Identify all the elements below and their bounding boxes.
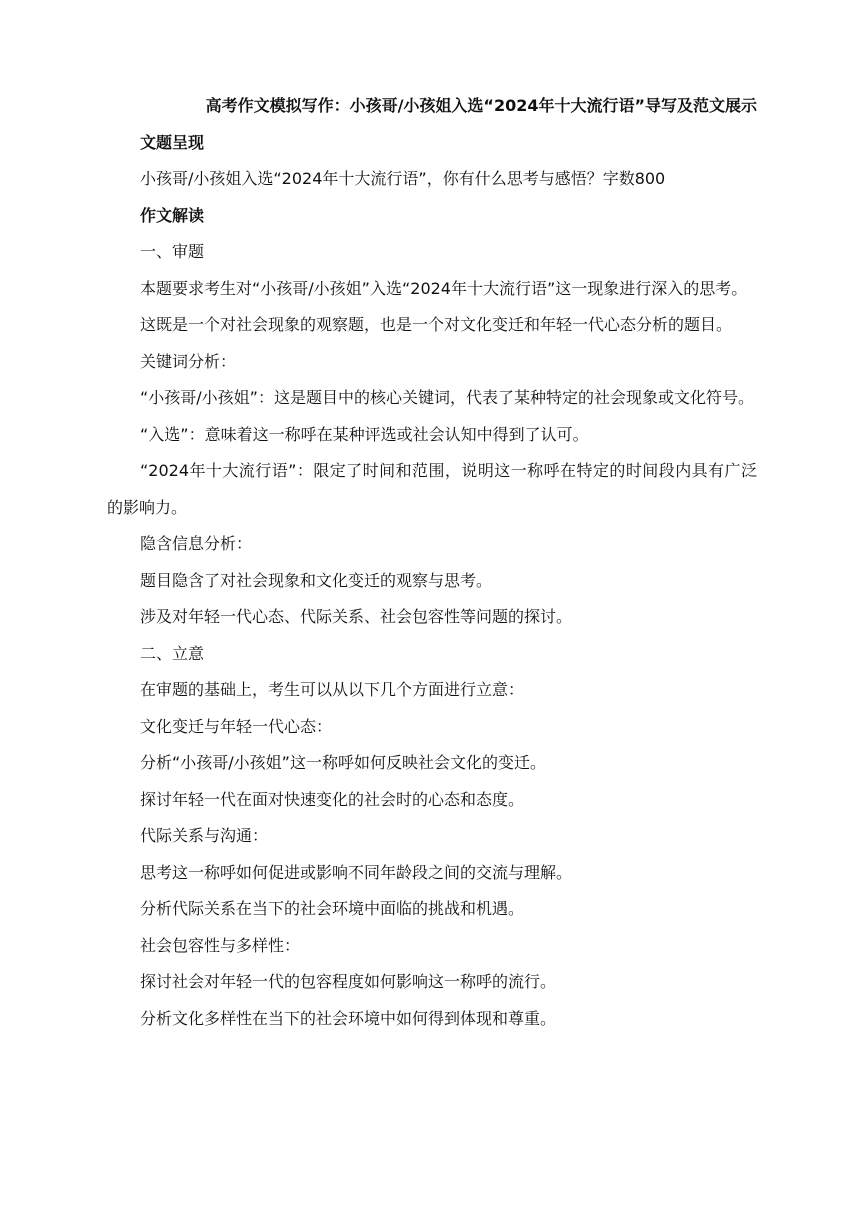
keyword-item-1: “小孩哥/小孩姐”：这是题目中的核心关键词，代表了某种特定的社会现象或文化符号。: [140, 388, 754, 407]
subheading-review: 一、审题: [140, 242, 205, 261]
aspect-1-point-1: 分析“小孩哥/小孩姐”这一称呼如何反映社会文化的变迁。: [140, 753, 546, 772]
paragraph-review-1: 本题要求考生对“小孩哥/小孩姐”入选“2024年十大流行语”这一现象进行深入的思考。: [140, 278, 748, 298]
hidden-info-label: 隐含信息分析：: [140, 534, 253, 553]
keyword-item-2: “入选”：意味着这一称呼在某种评选或社会认知中得到了认可。: [140, 424, 589, 444]
aspect-3-label: 社会包容性与多样性：: [140, 935, 301, 955]
theme-intro: 在审题的基础上，考生可以从以下几个方面进行立意：: [140, 680, 525, 699]
aspect-2-point-1: 思考这一称呼如何促进或影响不同年龄段之间的交流与理解。: [140, 862, 573, 882]
hidden-info-2: 涉及对年轻一代心态、代际关系、社会包容性等问题的探讨。: [140, 607, 573, 626]
aspect-2-point-2: 分析代际关系在当下的社会环境中面临的挑战和机遇。: [140, 899, 525, 918]
document-body: [107, 88, 757, 1037]
aspect-1-point-2: 探讨年轻一代在面对快速变化的社会时的心态和态度。: [140, 789, 525, 809]
keyword-analysis-label: 关键词分析：: [140, 351, 237, 371]
paragraph-review-2: 这既是一个对社会现象的观察题，也是一个对文化变迁和年轻一代心态分析的题目。: [140, 315, 733, 334]
aspect-3-point-1: 探讨社会对年轻一代的包容程度如何影响这一称呼的流行。: [140, 972, 557, 991]
aspect-2-label: 代际关系与沟通：: [140, 826, 269, 845]
subheading-theme: 二、立意: [140, 643, 205, 663]
document-title: 高考作文模拟写作：小孩哥/小孩姐入选“2024年十大流行语”导写及范文展示: [205, 96, 757, 115]
aspect-3-point-2: 分析文化多样性在当下的社会环境中如何得到体现和尊重。: [140, 1008, 557, 1028]
hidden-info-1: 题目隐含了对社会现象和文化变迁的观察与思考。: [140, 570, 493, 590]
section-heading-analysis: 作文解读: [140, 205, 205, 225]
aspect-1-label: 文化变迁与年轻一代心态：: [140, 716, 333, 736]
section-heading-topic: 文题呈现: [140, 132, 205, 152]
topic-text: 小孩哥/小孩姐入选“2024年十大流行语”，你有什么思考与感悟？字数800: [140, 169, 666, 188]
keyword-item-3: “2024年十大流行语”：限定了时间和范围，说明这一称呼在特定的时间段内具有广泛的影响力。: [107, 461, 757, 517]
